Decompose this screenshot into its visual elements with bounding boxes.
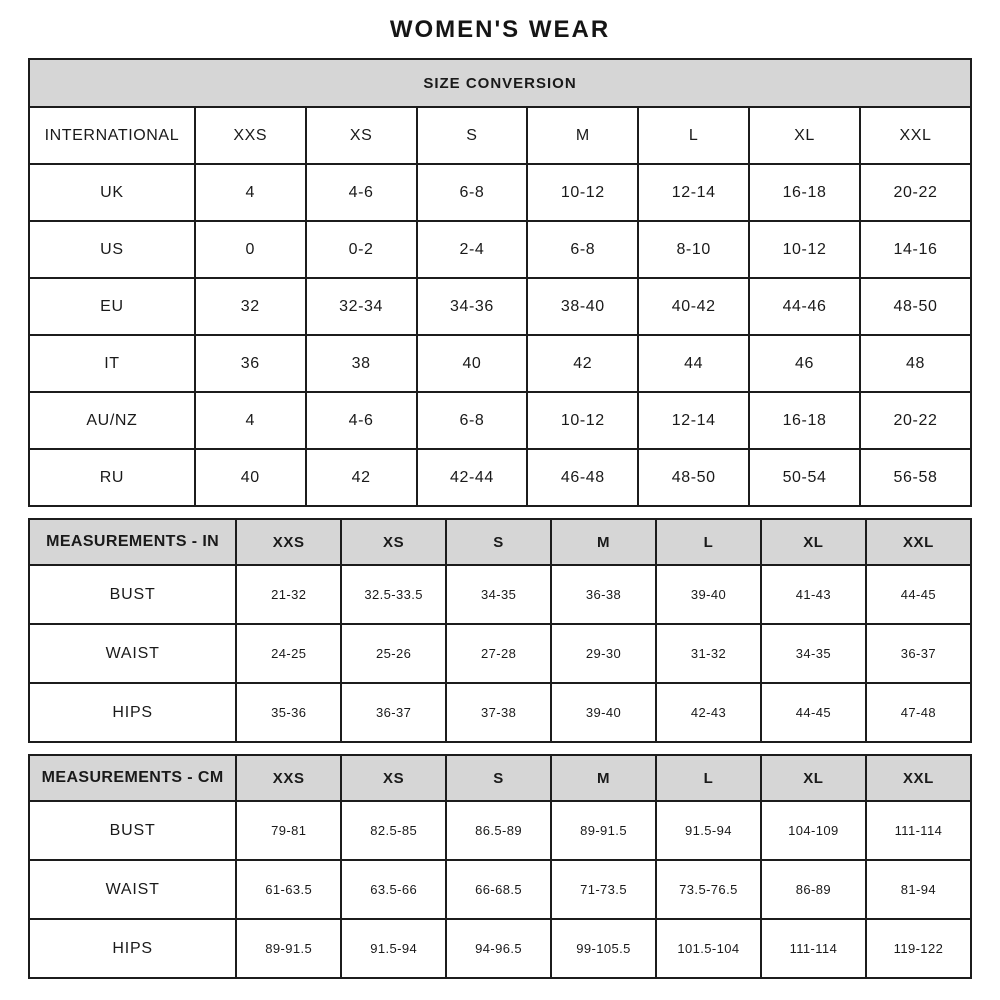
table-header-row	[29, 755, 971, 801]
row-label: BUST	[29, 801, 236, 860]
measurement-value-cell: 25-26	[341, 624, 446, 683]
row-label: EU	[29, 278, 195, 335]
size-value-cell: 44	[638, 335, 749, 392]
measurement-value-cell: 82.5-85	[341, 801, 446, 860]
size-value-cell: 48-50	[860, 278, 971, 335]
column-header: L	[638, 107, 749, 164]
size-value-cell: 38-40	[527, 278, 638, 335]
measurement-value-cell: 44-45	[761, 683, 866, 742]
size-value-cell: 42	[306, 449, 417, 506]
size-value-cell: 14-16	[860, 221, 971, 278]
size-value-cell: 48-50	[638, 449, 749, 506]
column-header: XS	[306, 107, 417, 164]
measurement-value-cell: 36-37	[866, 624, 971, 683]
column-header: XXS	[195, 107, 306, 164]
size-header: XL	[761, 755, 866, 801]
size-value-cell: 16-18	[749, 164, 860, 221]
size-value-cell: 10-12	[749, 221, 860, 278]
row-label: WAIST	[29, 860, 236, 919]
size-header: XS	[341, 519, 446, 565]
measurement-value-cell: 73.5-76.5	[656, 860, 761, 919]
size-header: S	[446, 519, 551, 565]
measurement-value-cell: 86.5-89	[446, 801, 551, 860]
row-label: IT	[29, 335, 195, 392]
size-header: XXS	[236, 755, 341, 801]
size-value-cell: 4	[195, 392, 306, 449]
row-label: WAIST	[29, 624, 236, 683]
measurement-value-cell: 119-122	[866, 919, 971, 978]
measurement-value-cell: 29-30	[551, 624, 656, 683]
column-header: S	[417, 107, 528, 164]
table-row	[29, 392, 971, 449]
measurement-value-cell: 111-114	[761, 919, 866, 978]
measurement-value-cell: 39-40	[551, 683, 656, 742]
measurement-value-cell: 101.5-104	[656, 919, 761, 978]
measurement-value-cell: 89-91.5	[551, 801, 656, 860]
table-row	[29, 278, 971, 335]
row-label: HIPS	[29, 919, 236, 978]
measurement-value-cell: 39-40	[656, 565, 761, 624]
table-row	[29, 449, 971, 506]
table-row	[29, 335, 971, 392]
measurement-value-cell: 34-35	[446, 565, 551, 624]
measurement-value-cell: 86-89	[761, 860, 866, 919]
size-value-cell: 42-44	[417, 449, 528, 506]
size-value-cell: 38	[306, 335, 417, 392]
table-header-row	[29, 519, 971, 565]
measurement-value-cell: 24-25	[236, 624, 341, 683]
measurement-value-cell: 66-68.5	[446, 860, 551, 919]
column-header: INTERNATIONAL	[29, 107, 195, 164]
size-value-cell: 32-34	[306, 278, 417, 335]
size-value-cell: 0	[195, 221, 306, 278]
table-gap	[28, 507, 972, 518]
size-value-cell: 32	[195, 278, 306, 335]
size-header: XL	[761, 519, 866, 565]
row-label: RU	[29, 449, 195, 506]
measurement-value-cell: 94-96.5	[446, 919, 551, 978]
size-header: M	[551, 755, 656, 801]
measurement-value-cell: 89-91.5	[236, 919, 341, 978]
size-conversion-table	[28, 58, 972, 507]
measurement-value-cell: 61-63.5	[236, 860, 341, 919]
table-row	[29, 565, 971, 624]
measurement-value-cell: 91.5-94	[341, 919, 446, 978]
page-title: WOMEN'S WEAR	[389, 16, 611, 43]
row-label: HIPS	[29, 683, 236, 742]
size-header: XS	[341, 755, 446, 801]
measurement-value-cell: 104-109	[761, 801, 866, 860]
table-row	[29, 683, 971, 742]
measurement-value-cell: 44-45	[866, 565, 971, 624]
size-value-cell: 44-46	[749, 278, 860, 335]
size-value-cell: 40	[417, 335, 528, 392]
size-value-cell: 6-8	[417, 164, 528, 221]
row-label: BUST	[29, 565, 236, 624]
size-conversion-header: SIZE CONVERSION	[29, 59, 971, 107]
size-value-cell: 46	[749, 335, 860, 392]
size-header: S	[446, 755, 551, 801]
measurement-value-cell: 21-32	[236, 565, 341, 624]
measurements-in-table	[28, 518, 972, 743]
size-value-cell: 34-36	[417, 278, 528, 335]
size-header: XXL	[866, 519, 971, 565]
size-value-cell: 40-42	[638, 278, 749, 335]
column-header-row	[29, 107, 971, 164]
size-value-cell: 46-48	[527, 449, 638, 506]
size-value-cell: 48	[860, 335, 971, 392]
size-value-cell: 10-12	[527, 392, 638, 449]
size-header: M	[551, 519, 656, 565]
measurement-value-cell: 71-73.5	[551, 860, 656, 919]
column-header: M	[527, 107, 638, 164]
table-row	[29, 624, 971, 683]
size-value-cell: 16-18	[749, 392, 860, 449]
measurement-value-cell: 31-32	[656, 624, 761, 683]
measurement-value-cell: 99-105.5	[551, 919, 656, 978]
size-value-cell: 20-22	[860, 164, 971, 221]
measurement-value-cell: 27-28	[446, 624, 551, 683]
table-row	[29, 221, 971, 278]
row-label: AU/NZ	[29, 392, 195, 449]
measurement-value-cell: 111-114	[866, 801, 971, 860]
measurement-value-cell: 34-35	[761, 624, 866, 683]
size-value-cell: 42	[527, 335, 638, 392]
measurements-in-header: MEASUREMENTS - IN	[29, 519, 236, 565]
size-header: XXL	[866, 755, 971, 801]
table-row	[29, 164, 971, 221]
table-row	[29, 860, 971, 919]
size-value-cell: 40	[195, 449, 306, 506]
measurement-value-cell: 36-37	[341, 683, 446, 742]
size-value-cell: 8-10	[638, 221, 749, 278]
size-value-cell: 4-6	[306, 392, 417, 449]
size-value-cell: 12-14	[638, 392, 749, 449]
size-value-cell: 20-22	[860, 392, 971, 449]
column-header: XL	[749, 107, 860, 164]
size-header: XXS	[236, 519, 341, 565]
size-value-cell: 50-54	[749, 449, 860, 506]
measurement-value-cell: 81-94	[866, 860, 971, 919]
row-label: UK	[29, 164, 195, 221]
column-header: XXL	[860, 107, 971, 164]
measurement-value-cell: 41-43	[761, 565, 866, 624]
measurements-cm-table	[28, 754, 972, 979]
size-value-cell: 4	[195, 164, 306, 221]
measurement-value-cell: 42-43	[656, 683, 761, 742]
measurement-value-cell: 79-81	[236, 801, 341, 860]
size-value-cell: 56-58	[860, 449, 971, 506]
size-header: L	[656, 519, 761, 565]
table-header-row	[29, 59, 971, 107]
row-label: US	[29, 221, 195, 278]
table-row	[29, 919, 971, 978]
measurement-value-cell: 63.5-66	[341, 860, 446, 919]
measurement-value-cell: 91.5-94	[656, 801, 761, 860]
size-value-cell: 10-12	[527, 164, 638, 221]
size-value-cell: 6-8	[527, 221, 638, 278]
measurement-value-cell: 35-36	[236, 683, 341, 742]
measurement-value-cell: 37-38	[446, 683, 551, 742]
size-value-cell: 12-14	[638, 164, 749, 221]
size-value-cell: 2-4	[417, 221, 528, 278]
measurement-value-cell: 32.5-33.5	[341, 565, 446, 624]
size-header: L	[656, 755, 761, 801]
size-value-cell: 36	[195, 335, 306, 392]
size-value-cell: 0-2	[306, 221, 417, 278]
measurement-value-cell: 36-38	[551, 565, 656, 624]
table-row	[29, 801, 971, 860]
measurement-value-cell: 47-48	[866, 683, 971, 742]
table-gap	[28, 743, 972, 754]
size-value-cell: 4-6	[306, 164, 417, 221]
measurements-cm-header: MEASUREMENTS - CM	[29, 755, 236, 801]
size-value-cell: 6-8	[417, 392, 528, 449]
